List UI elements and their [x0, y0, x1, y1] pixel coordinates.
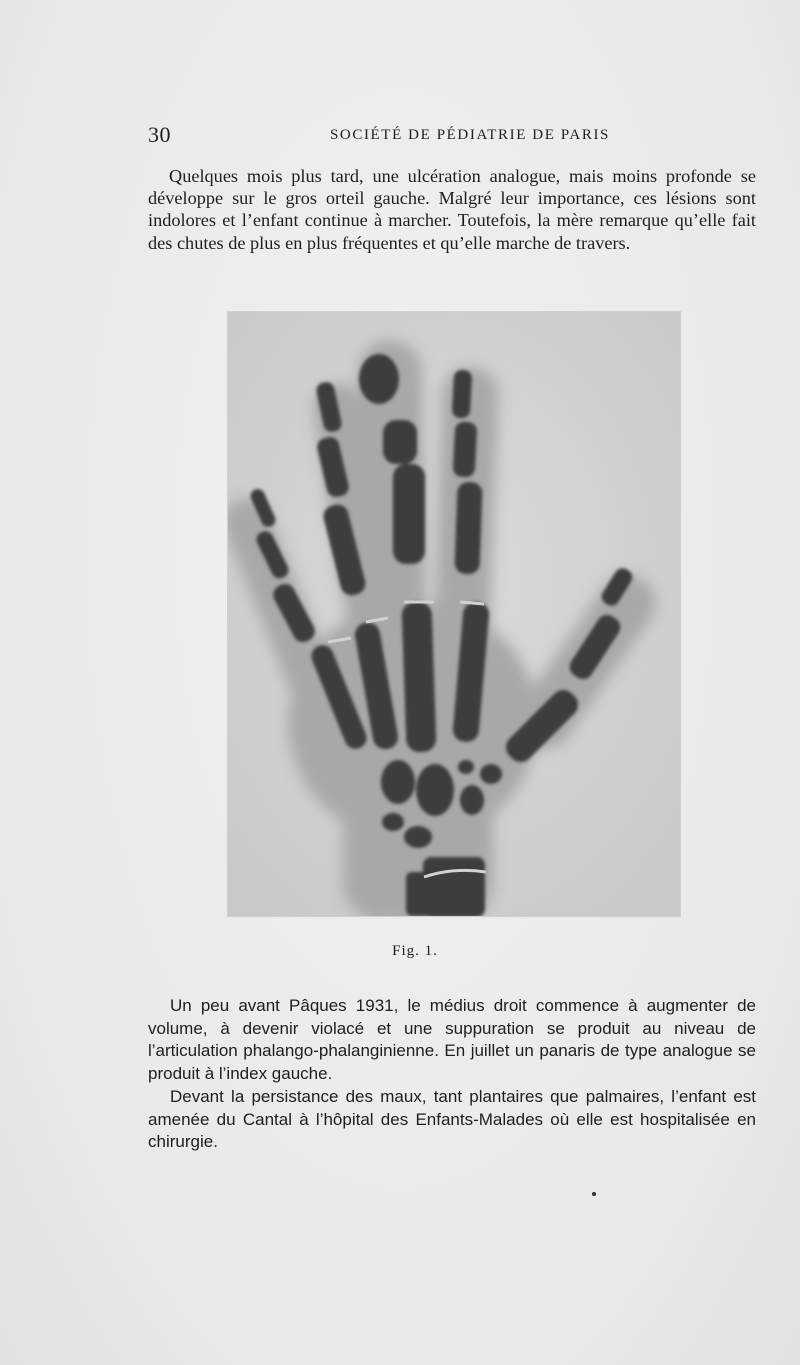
- hand-xray-image: [228, 312, 680, 916]
- running-title: SOCIÉTÉ DE PÉDIATRIE DE PARIS: [329, 127, 610, 143]
- hand-xray-figure: [228, 312, 680, 916]
- paragraph-2: Un peu avant Pâques 1931, le médius droit commence à augmenter de volume, à devenir violacé et une suppuration se produit au niveau de l’articulation phalango-phalanginienne. En juillet un panaris de type analogue se produit à l’index gauche.: [148, 996, 756, 1083]
- paragraph-1: Quelques mois plus tard, une ulcération analogue, mais moins profonde se développe sur le gros orteil gauche. Malgré leur importance, ces lésions sont indolores et l’enfant continue à marcher. Toutefois, la mère remarque qu’elle fait des chutes de plus en plus fréquentes et qu’elle marche de travers.: [148, 166, 756, 253]
- paragraph-3: Devant la persistance des maux, tant plantaires que palmaires, l’enfant est amenée du Cantal à l’hôpital des Enfants-Malades où elle est hospitalisée en chirurgie.: [148, 1087, 756, 1152]
- print-speck: [592, 1192, 596, 1196]
- figure-caption: Fig. 1.: [392, 943, 438, 959]
- page-number: 30: [148, 122, 171, 147]
- page-header: [148, 122, 610, 150]
